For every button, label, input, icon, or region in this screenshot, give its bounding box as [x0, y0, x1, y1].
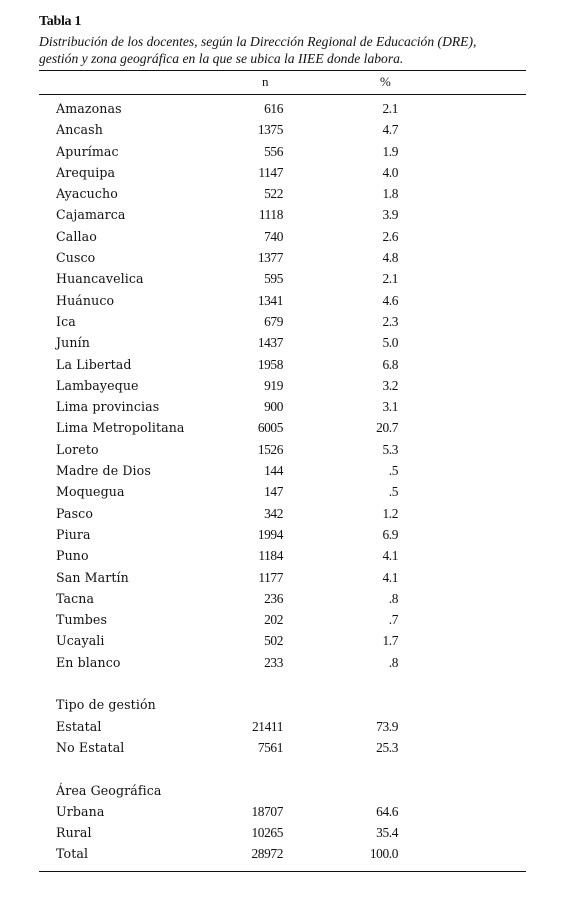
table-row — [0, 442, 573, 463]
table-row — [0, 271, 573, 292]
cell-n: 919 — [264, 377, 283, 393]
table-row — [0, 527, 573, 548]
table-row — [0, 846, 573, 867]
table-row — [0, 591, 573, 612]
cell-n: 10265 — [251, 825, 283, 841]
row-label: En blanco — [56, 654, 121, 670]
cell-percent: 3.1 — [382, 399, 398, 415]
cell-percent: 1.7 — [382, 633, 398, 649]
table-row — [0, 804, 573, 825]
cell-n: 144 — [264, 463, 283, 479]
table-row — [0, 825, 573, 846]
cell-n: 900 — [264, 399, 283, 415]
row-label: La Libertad — [56, 356, 132, 372]
row-label: Ayacucho — [56, 186, 118, 202]
cell-percent: 4.6 — [382, 292, 398, 308]
cell-percent: 1.2 — [382, 505, 398, 521]
caption-line-2: gestión y zona geográfica en la que se ubica la IIEE donde labora. — [39, 50, 404, 66]
table-number: Tabla 1 — [39, 14, 82, 29]
table-row — [0, 186, 573, 207]
row-label: Lima Metropolitana — [56, 420, 185, 436]
caption-line-1: Distribución de los docentes, según la Dirección Regional de Educación (DRE), — [39, 34, 477, 49]
table-row — [0, 378, 573, 399]
row-label: Lambayeque — [56, 377, 139, 393]
row-label: Huánuco — [56, 292, 115, 308]
table-row — [0, 633, 573, 654]
row-label: Madre de Dios — [56, 463, 151, 479]
cell-n: 1994 — [257, 526, 283, 542]
row-label: Loreto — [56, 441, 99, 457]
row-label: Puno — [56, 548, 89, 564]
row-label: Ica — [56, 313, 76, 329]
cell-percent: 2.3 — [382, 313, 398, 329]
cell-n: 556 — [264, 143, 283, 159]
table-row — [0, 293, 573, 314]
cell-percent: 73.9 — [376, 718, 398, 734]
cell-percent: 5.0 — [382, 335, 398, 351]
row-label: Arequipa — [56, 164, 116, 180]
table-body — [0, 101, 573, 868]
row-label: Total — [56, 846, 89, 862]
column-header-n: n — [262, 74, 269, 89]
cell-n: 1118 — [258, 207, 283, 223]
column-header-percent: % — [380, 74, 391, 89]
cell-percent: 3.9 — [382, 207, 398, 223]
cell-percent: .8 — [388, 654, 398, 670]
table-row — [0, 719, 573, 740]
cell-percent: 2.1 — [382, 101, 398, 116]
table-row — [0, 463, 573, 484]
table-row — [0, 229, 573, 250]
section-spacer — [0, 676, 573, 697]
table-row — [0, 570, 573, 591]
row-label: Tacna — [56, 590, 95, 606]
table-row — [0, 548, 573, 569]
cell-n: 522 — [264, 186, 283, 202]
row-label: Cajamarca — [56, 207, 126, 223]
cell-n: 1177 — [258, 569, 283, 585]
row-label: San Martín — [56, 569, 129, 585]
cell-n: 1147 — [258, 164, 283, 180]
cell-percent: 4.7 — [382, 122, 398, 138]
row-label: Junín — [56, 335, 90, 351]
cell-n: 6005 — [257, 420, 283, 436]
cell-percent: 1.8 — [382, 186, 398, 202]
cell-percent: 4.0 — [382, 164, 398, 180]
table-row — [0, 250, 573, 271]
cell-n: 502 — [264, 633, 283, 649]
section-heading: Tipo de gestión — [56, 697, 156, 713]
row-label: Estatal — [56, 718, 102, 734]
table-row — [0, 612, 573, 633]
row-label: No Estatal — [56, 739, 125, 755]
cell-percent: .5 — [388, 463, 398, 479]
cell-percent: 1.9 — [382, 143, 398, 159]
cell-n: 202 — [264, 612, 283, 628]
table-row — [0, 655, 573, 676]
table-row — [0, 335, 573, 356]
row-label: Urbana — [56, 803, 105, 819]
cell-percent: .8 — [388, 590, 398, 606]
row-label: Callao — [56, 228, 97, 244]
cell-percent: 3.2 — [382, 377, 398, 393]
table-row — [0, 122, 573, 143]
cell-percent: 6.8 — [382, 356, 398, 372]
table-top-rule — [39, 70, 526, 71]
table-row — [0, 506, 573, 527]
cell-percent: 25.3 — [376, 739, 398, 755]
cell-percent: 2.1 — [382, 271, 398, 287]
table-row — [0, 101, 573, 122]
table-row — [0, 207, 573, 228]
cell-n: 679 — [264, 313, 283, 329]
cell-n: 18707 — [251, 803, 283, 819]
table-row — [0, 484, 573, 505]
section-heading-row — [0, 697, 573, 718]
row-label: Piura — [56, 526, 91, 542]
cell-n: 236 — [264, 590, 283, 606]
section-spacer — [0, 761, 573, 782]
row-label: Lima provincias — [56, 399, 160, 415]
table-row — [0, 357, 573, 378]
cell-percent: 4.1 — [382, 569, 398, 585]
cell-n: 21411 — [252, 718, 283, 734]
row-label: Amazonas — [56, 101, 122, 116]
cell-n: 28972 — [251, 846, 283, 862]
table-row — [0, 399, 573, 420]
row-label: Pasco — [56, 505, 94, 521]
row-label: Cusco — [56, 250, 96, 266]
cell-n: 342 — [264, 505, 283, 521]
table-header-rule — [39, 94, 526, 95]
cell-percent: 20.7 — [376, 420, 398, 436]
row-label: Moquegua — [56, 484, 125, 500]
section-heading-row — [0, 783, 573, 804]
cell-n: 147 — [264, 484, 283, 500]
cell-percent: 4.8 — [382, 250, 398, 266]
table-row — [0, 314, 573, 335]
cell-percent: .5 — [388, 484, 398, 500]
table-caption — [39, 34, 539, 67]
cell-percent: 6.9 — [382, 526, 398, 542]
cell-n: 1437 — [257, 335, 283, 351]
cell-n: 616 — [264, 101, 283, 116]
cell-n: 1958 — [257, 356, 283, 372]
row-label: Tumbes — [56, 612, 108, 628]
cell-n: 1526 — [257, 441, 283, 457]
cell-percent: 4.1 — [382, 548, 398, 564]
table-bottom-rule — [39, 871, 526, 872]
table-row — [0, 740, 573, 761]
cell-percent: 2.6 — [382, 228, 398, 244]
cell-n: 233 — [264, 654, 283, 670]
cell-n: 1184 — [258, 548, 283, 564]
section-heading: Área Geográfica — [56, 782, 162, 798]
row-label: Rural — [56, 825, 92, 841]
table-row — [0, 420, 573, 441]
table-row — [0, 165, 573, 186]
table-row — [0, 144, 573, 165]
cell-n: 740 — [264, 228, 283, 244]
row-label: Apurímac — [56, 143, 119, 159]
row-label: Ancash — [56, 122, 103, 138]
cell-percent: 64.6 — [376, 803, 398, 819]
cell-n: 595 — [264, 271, 283, 287]
row-label: Ucayali — [56, 633, 105, 649]
cell-n: 7561 — [257, 739, 283, 755]
cell-n: 1377 — [257, 250, 283, 266]
cell-n: 1341 — [257, 292, 283, 308]
cell-percent: 100.0 — [369, 846, 398, 862]
cell-percent: 5.3 — [382, 441, 398, 457]
row-label: Huancavelica — [56, 271, 144, 287]
cell-percent: .7 — [388, 612, 398, 628]
cell-percent: 35.4 — [376, 825, 398, 841]
cell-n: 1375 — [257, 122, 283, 138]
